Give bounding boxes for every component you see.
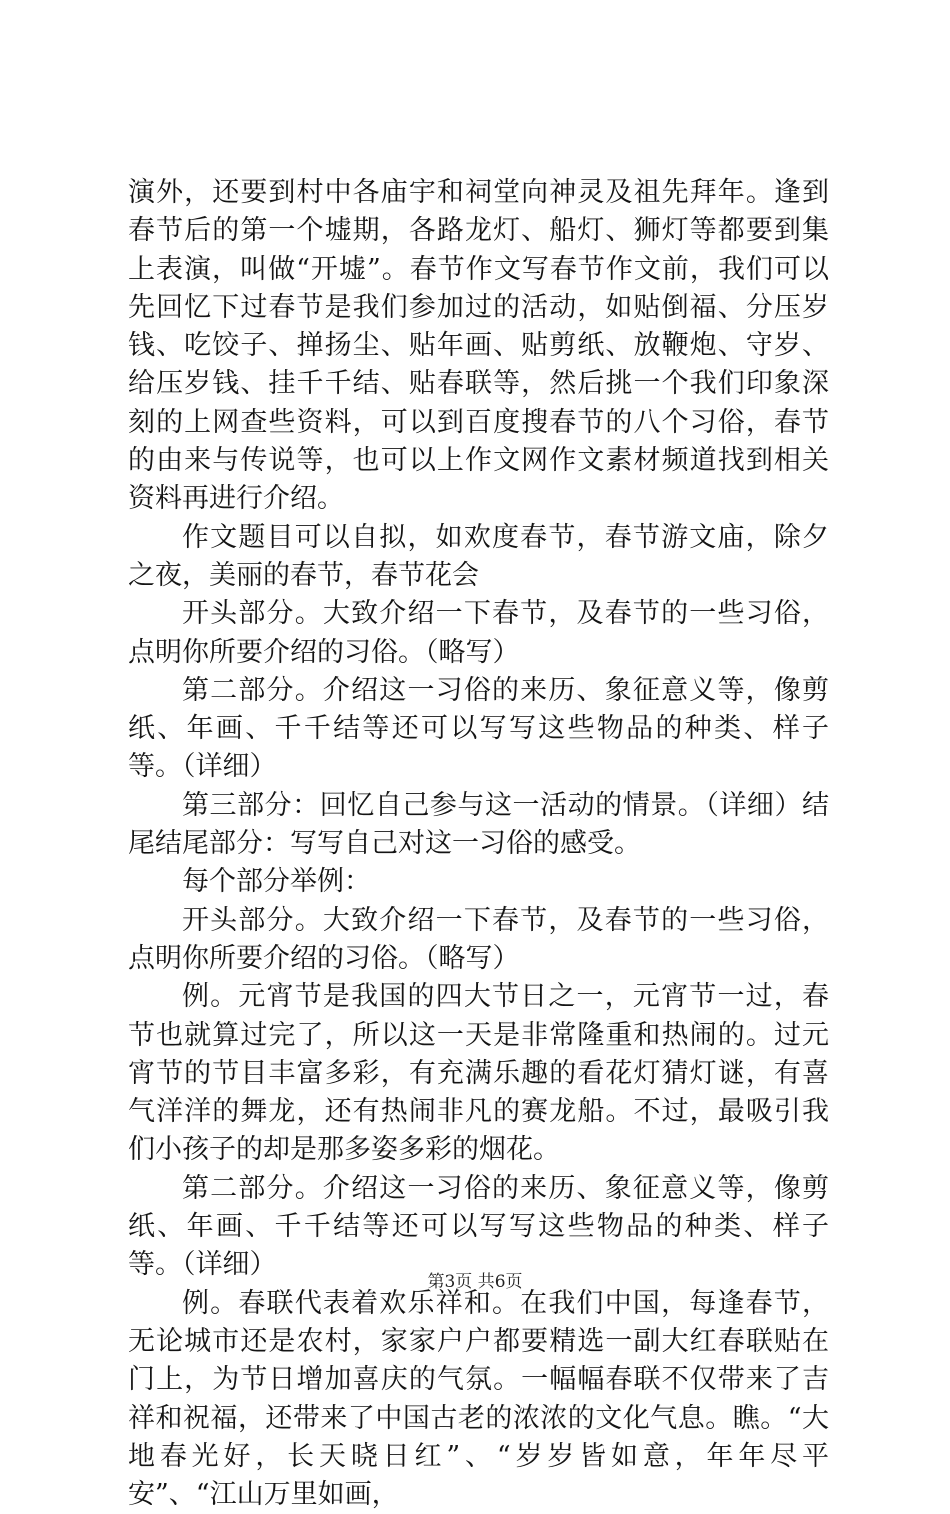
paragraph-2: 作文题目可以自拟，如欢度春节，春节游文庙，除夕之夜，美丽的春节，春节花会 (128, 521, 829, 591)
paragraph-10: 例。春联代表着欢乐祥和。在我们中国，每逢春节，无论城市还是农村，家家户户都要精选一副大红春联贴在门上，为节日增加喜庆的气氛。一幅幅春联不仅带来了吉祥和祝福，还带来了中国古老的浓浓的文化气息。瞧。“大地春光好，长天晓日红”、“岁岁皆如意，年年尽平安”、“江山万里如画， (128, 1287, 829, 1511)
paragraph-8: 例。元宵节是我国的四大节日之一，元宵节一过，春节也就算过完了，所以这一天是非常隆重和热闹的。过元宵节的节目丰富多彩，有充满乐趣的看花灯猜灯谜，有喜气洋洋的舞龙，还有热闹非凡的赛龙船。不过，最吸引我们小孩子的却是那多姿多彩的烟花。 (128, 981, 829, 1166)
paragraph-7: 开头部分。大致介绍一下春节，及春节的一些习俗，点明你所要介绍的习俗。（略写） (128, 904, 829, 974)
document-body (128, 174, 829, 1514)
page-footer: 第3页 共6页 (427, 1272, 523, 1292)
paragraph-6: 每个部分举例： (182, 866, 371, 898)
paragraph-5: 第三部分：回忆自己参与这一活动的情景。（详细）结尾结尾部分：写写自己对这一习俗的感受。 (128, 789, 829, 860)
paragraph-4: 第二部分。介绍这一习俗的来历、象征意义等，像剪纸、年画、千千结等还可以写写这些物品的种类、样子等。（详细） (128, 674, 829, 783)
paragraph-9: 第二部分。介绍这一习俗的来历、象征意义等，像剪纸、年画、千千结等还可以写写这些物品的种类、样子等。（详细） (128, 1172, 829, 1281)
paragraph-3: 开头部分。大致介绍一下春节，及春节的一些习俗，点明你所要介绍的习俗。（略写） (128, 598, 829, 668)
paragraph-1: 演外，还要到村中各庙宇和祠堂向神灵及祖先拜年。逢到春节后的第一个墟期，各路龙灯、船灯、狮灯等都要到集上表演，叫做“开墟”。春节作文写春节作文前，我们可以先回忆下过春节是我们参加过的活动，如贴倒福、分压岁钱、吃饺子、掸扬尘、贴年画、贴剪纸、放鞭炮、守岁、给压岁钱、挂千千结、贴春联等，然后挑一个我们印象深刻的上网查些资料，可以到百度搜春节的八个习俗，春节的由来与传说等，也可以上作文网作文素材频道找到相关资料再进行介绍。 (128, 177, 829, 515)
